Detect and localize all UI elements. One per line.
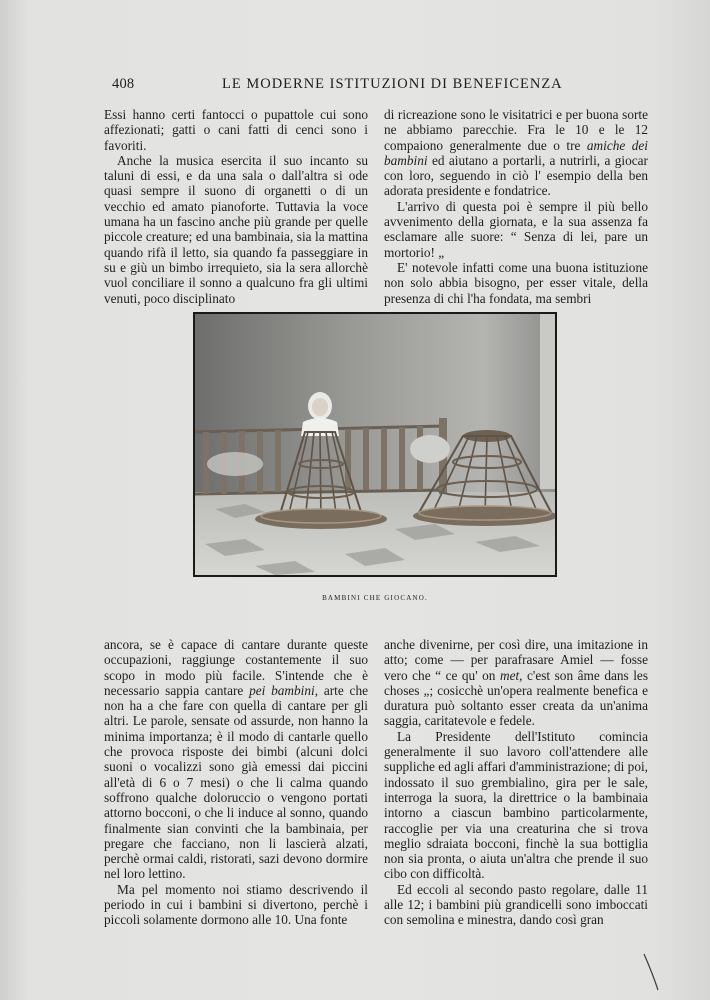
paragraph: E' notevole infatti come una buona istituzione non solo abbia bisogno, per esser vitale, della presenza di chi l'ha fondata, ma sembri [384,259,648,306]
running-title: LE MODERNE ISTITUZIONI DI BENEFICENZA [222,76,563,92]
paragraph: di ricreazione sono le visitatrici e per buona sorte ne abbiamo parecchie. Fra le 10 e le 12 compaiono generalmente due o tre amiche dei bambini ed aiutano a portarli, a nutrirli, a giocar con loro, seguendo in ciò l' esempio della ben adorata presidente e fondatrice. [384,107,648,199]
paragraph: L'arrivo di questa poi è sempre il più bello avvenimento della giornata, e la sua assenza fa esclamare alle suore: “ Senza di lei, pare un mortorio! „ [384,198,648,260]
paragraph: Ma pel momento noi stiamo descrivendo il periodo in cui i bambini si divertono, perchè i piccoli solamente dormono alle 10. Una fonte [104,881,368,928]
photograph-babies-playing [193,312,557,577]
paragraph: Ed eccoli al secondo pasto regolare, dalle 11 alle 12; i bambini più grandicelli sono imboccati con semolina e minestra, dando così gran [384,881,648,928]
paragraph: Anche la musica esercita il suo incanto su taluni di essi, e da una sala o dall'altra si ode quasi sempre il suono di organetti o di un vecchio ed amato pianoforte. Tuttavia la voce umana ha un fascino anche più grande per quelle piccole creature; ed una bambinaia, sia la mattina quando rifà il letto, sia quando fa passeggiare in su e giù un bimbo irrequieto, sia la sera allorchè vuol conciliare il sonno a qualcuno fra gli ultimi venuti, poco disciplinato [104,152,368,306]
column-right-bottom [384,637,648,928]
page-number: 408 [112,76,135,92]
column-right-top [384,107,648,306]
paragraph: La Presidente dell'Istituto comincia generalmente il suo lavoro coll'attendere alle suppliche ed agli affari d'amministrazione; di poi, indossato il suo grembialino, gira per le sale, interroga la suora, la direttrice o la bambinaia intorno a ciascun bambino particolarmente, raccoglie per via una creaturina che si trova meglio sdraiata bocconi, finchè la sua bottiglia non sia pronta, o aiuta un'altra che prende il suo cibo con difficoltà. [384,728,648,882]
italic-phrase: met, [499,667,523,683]
pencil-mark [642,952,662,992]
column-left-bottom [104,637,368,928]
column-left-top [104,107,368,306]
paragraph: anche divenirne, per così dire, una imitazione in atto; come — per parafrasare Amiel — fosse vero che “ ce qu' on met, c'est son âme dans les choses „; cosicchè un'opera realmente benefica e duratura può soltanto esser creata da un'anima saggia, caritatevole e fedele. [384,637,648,729]
paragraph: Essi hanno certi fantocci o pupattole cui sono affezionati; gatti o cani fatti di cenci sono i favoriti. [104,107,368,153]
italic-phrase: pei bambini, [249,682,319,698]
paragraph: ancora, se è capace di cantare durante queste occupazioni, raggiunge costantemente il suo scopo in modo più facile. S'intende che è necessario sappia cantare pei bambini, arte che non ha a che fare con quella di cantare per gli altri. Le parole, sensate od assurde, non hanno la minima importanza; è il modo di cantarle quello che provoca risposte dei bimbi (alcuni dolci suoni o vocalizzi sono già emessi dai piccini all'età di 6 o 7 mesi) o che li calma quando soffrono qualche doloruccio o vengono portati attorno bocconi, o che li induce al sonno, quando finalmente sian convinti che la bambinaia, per pregare che facciano, non li lascierà alzati, perchè ormai caldi, ristorati, sazi devono dormire nel loro lettino. [104,637,369,882]
italic-phrase: amiche dei bambini [384,137,648,168]
photo-caption: BAMBINI CHE GIOCANO. [322,594,428,602]
